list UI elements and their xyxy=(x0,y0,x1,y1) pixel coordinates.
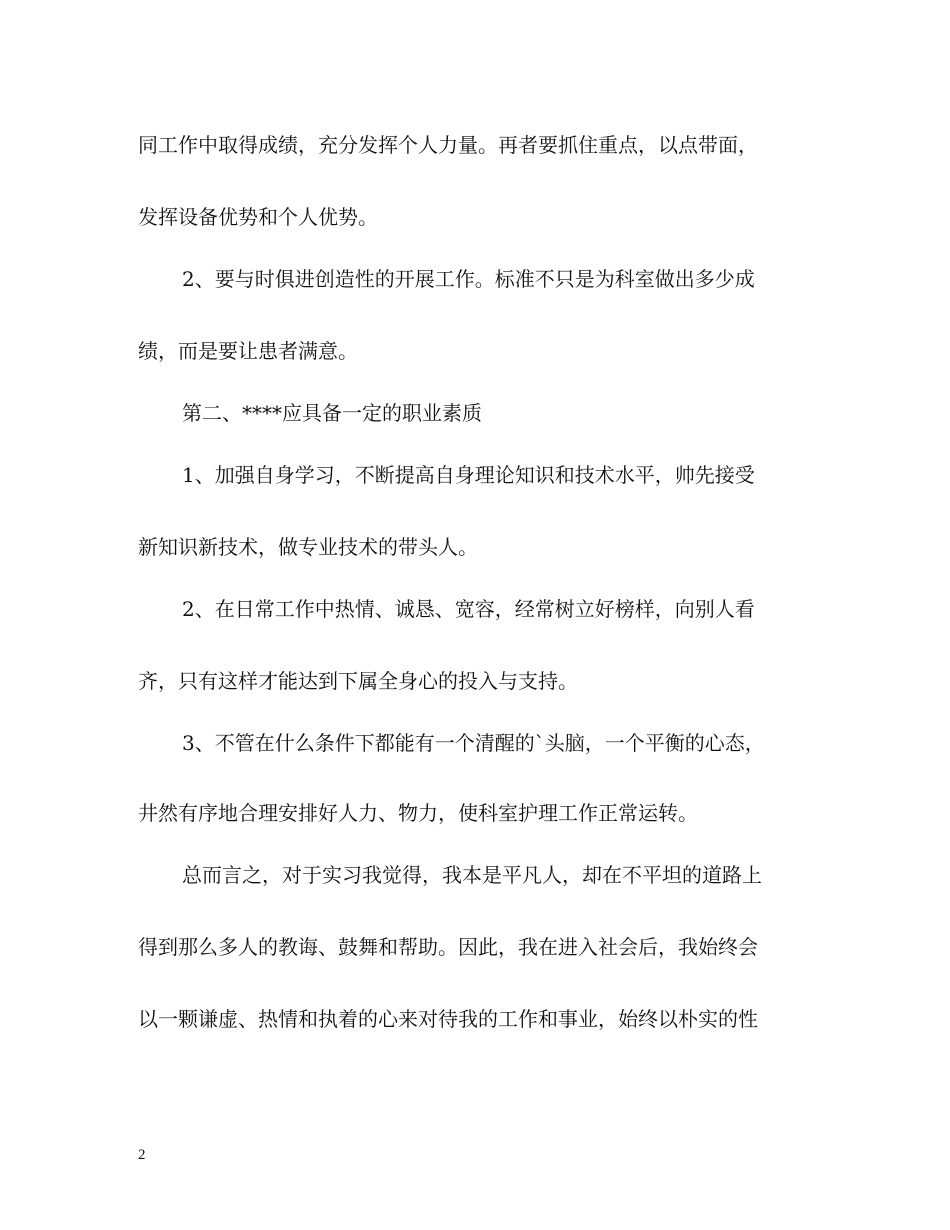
text-line: 总而言之，对于实习我觉得，我本是平凡人，却在不平坦的道路上 xyxy=(182,863,762,887)
text-line: 井然有序地合理安排好人力、物力，使科室护理工作正常运转。 xyxy=(138,801,698,825)
text-line: 齐，只有这样才能达到下属全身心的投入与支持。 xyxy=(138,669,578,693)
text-line: 2、在日常工作中热情、诚恳、宽容，经常树立好榜样，向别人看 xyxy=(182,597,755,621)
text-line: 3、不管在什么条件下都能有一个清醒的`头脑，一个平衡的心态， xyxy=(182,731,765,755)
text-line: 1、加强自身学习，不断提高自身理论知识和技术水平，帅先接受 xyxy=(182,463,755,487)
text-line: 发挥设备优势和个人优势。 xyxy=(138,205,378,229)
text-line: 得到那么多人的教诲、鼓舞和帮助。因此，我在进入社会后，我始终会 xyxy=(138,935,758,959)
page-number: 2 xyxy=(138,1147,146,1163)
text-line: 同工作中取得成绩，充分发挥个人力量。再者要抓住重点，以点带面， xyxy=(138,133,758,157)
text-line: 2、要与时俱进创造性的开展工作。标准不只是为科室做出多少成 xyxy=(182,267,755,291)
section-heading: 第二、****应具备一定的职业素质 xyxy=(182,401,482,425)
text-line: 新知识新技术，做专业技术的带头人。 xyxy=(138,535,478,559)
text-line: 绩，而是要让患者满意。 xyxy=(138,339,358,363)
text-line: 以一颗谦虚、热情和执着的心来对待我的工作和事业，始终以朴实的性 xyxy=(138,1007,758,1031)
